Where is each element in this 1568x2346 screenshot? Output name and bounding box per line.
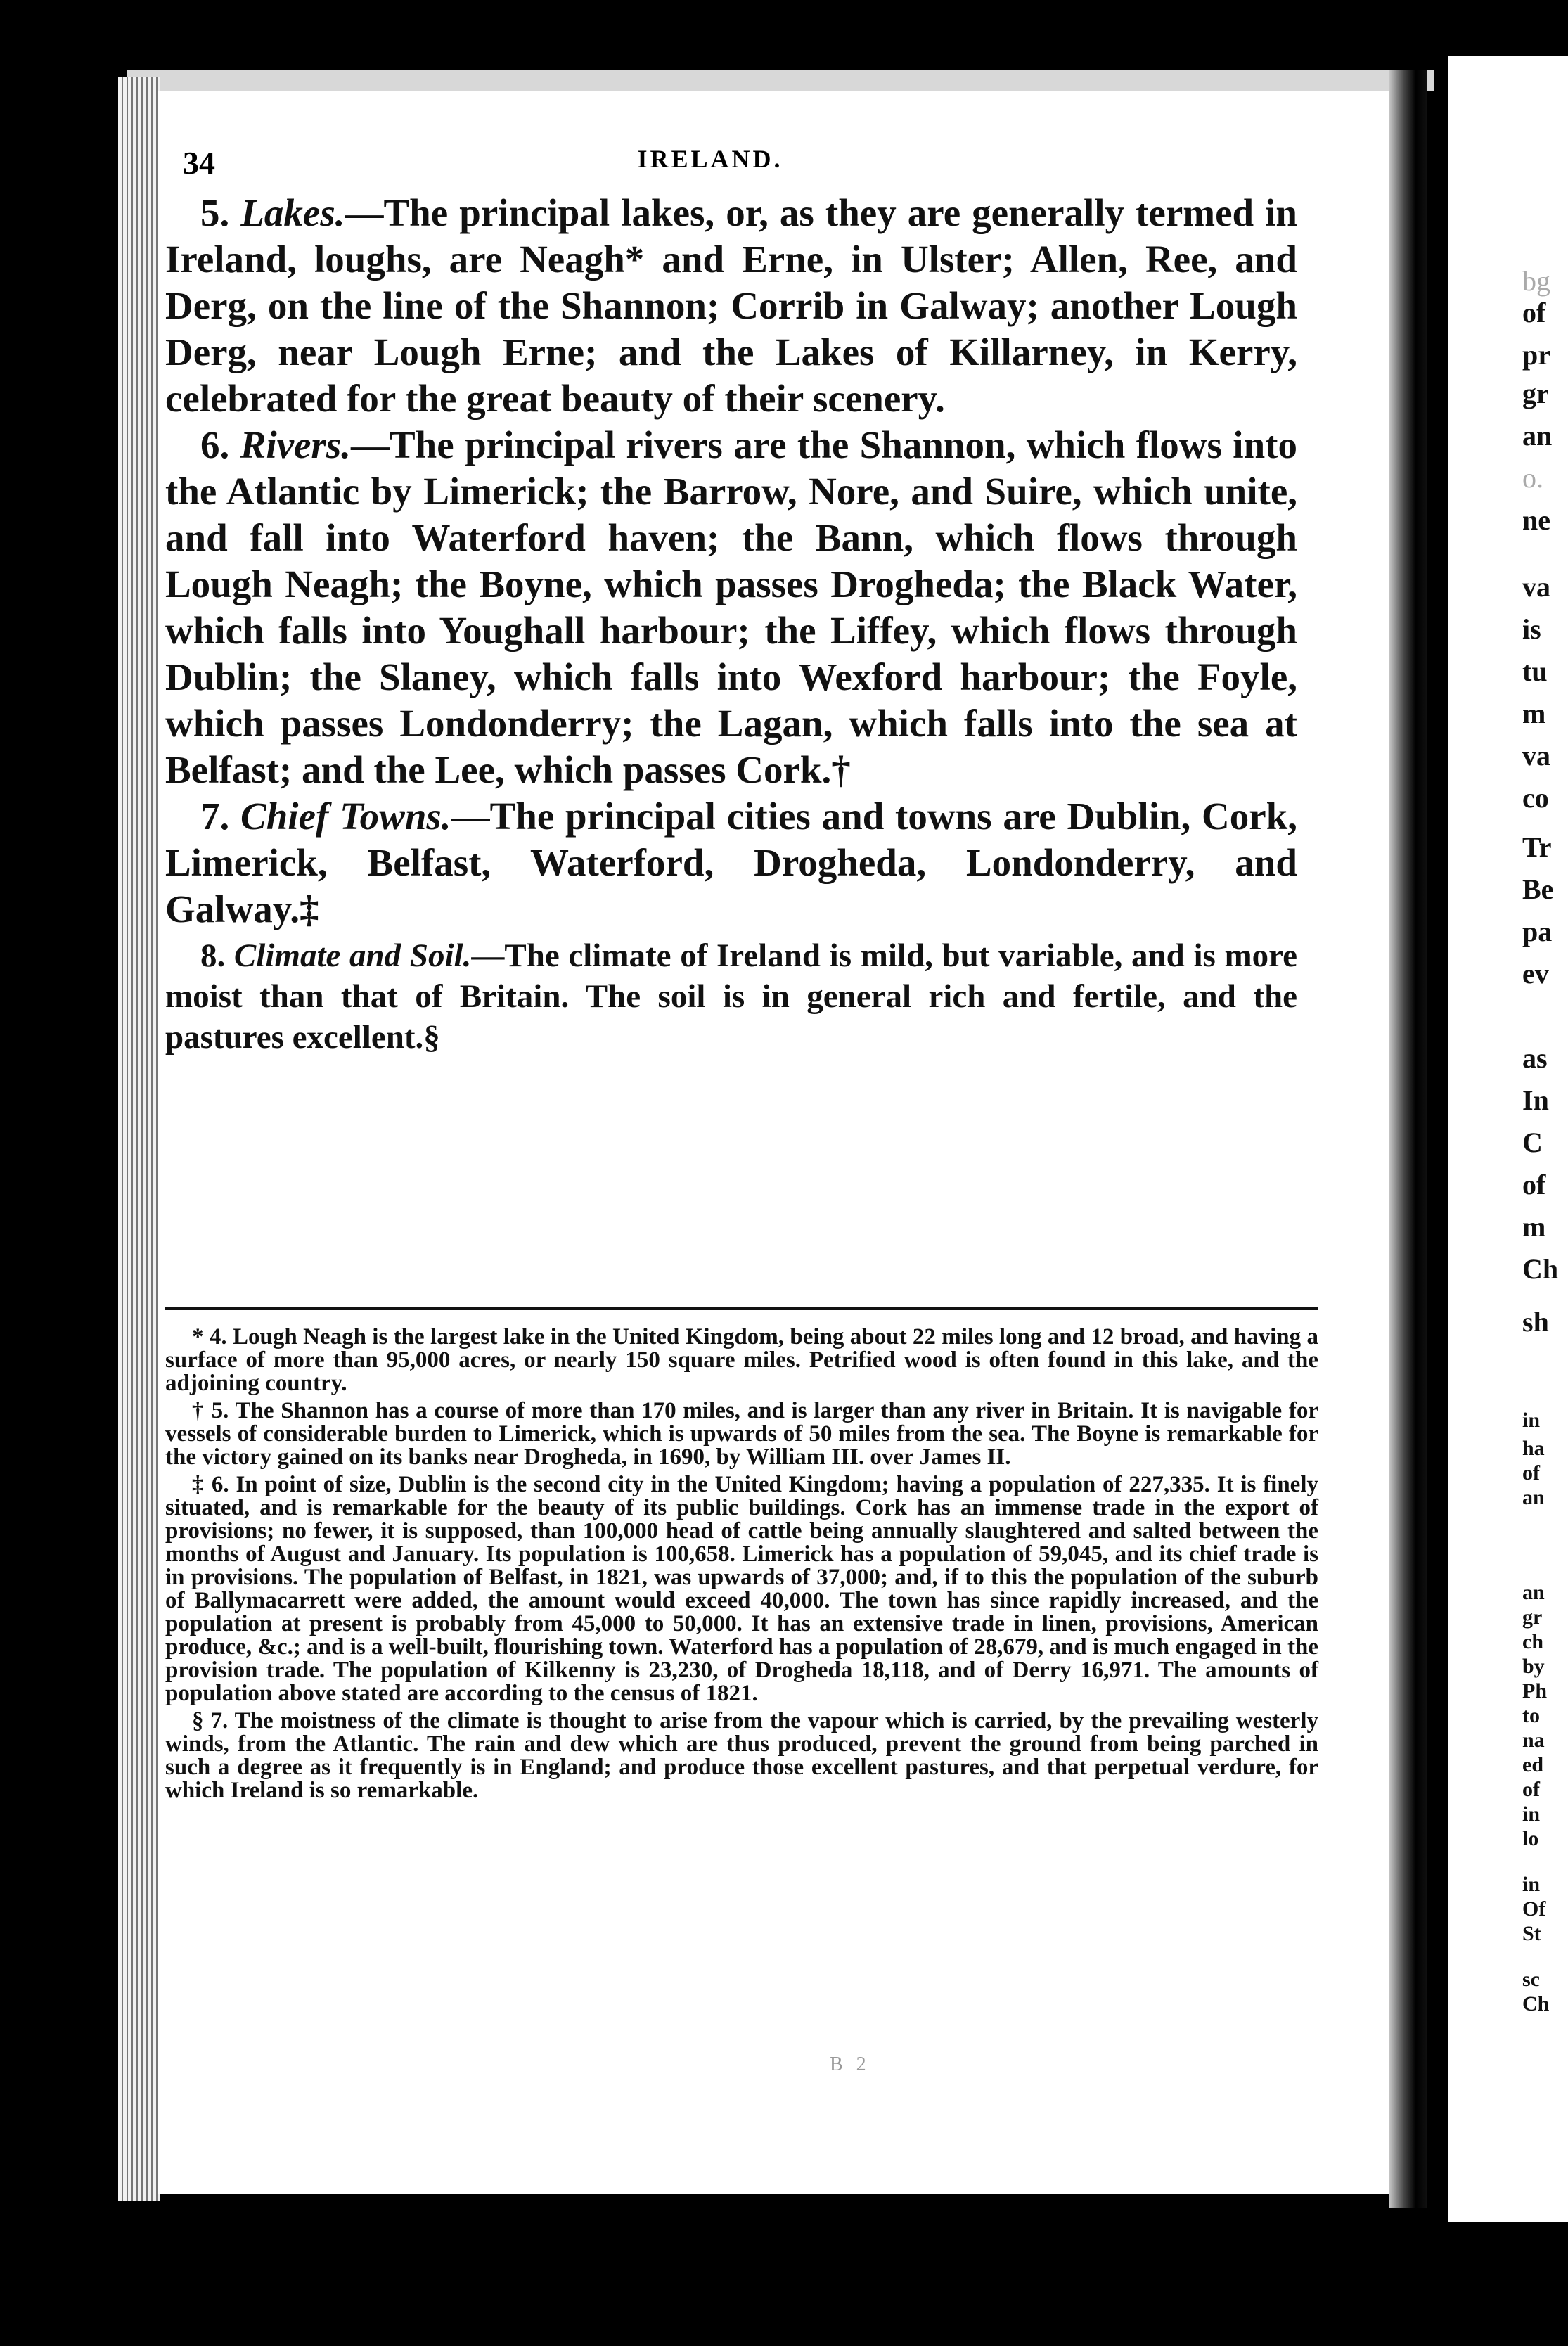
facing-fragment: Ch bbox=[1522, 1253, 1559, 1285]
facing-fragment: pa bbox=[1522, 916, 1553, 947]
footnote: § 7. The moistness of the climate is thought to arise from the vapour which is carried, by the prevailing westerly winds, from the Atlantic. The rain and dew which are thus produced, prevent the ground from being parched in such a degree as it frequently is in England; and produce those excellent pastures, and that perpetual verdure, for which Ireland is so remarkable. bbox=[165, 1708, 1318, 1803]
facing-fragment: St bbox=[1522, 1922, 1541, 1945]
facing-fragment: o. bbox=[1522, 462, 1543, 494]
facing-fragment: as bbox=[1522, 1042, 1548, 1074]
running-head: IRELAND. bbox=[637, 145, 783, 173]
section-number: 8. bbox=[200, 937, 226, 974]
facing-fragment: an bbox=[1522, 1581, 1545, 1604]
facing-fragment: va bbox=[1522, 740, 1550, 771]
facing-fragment: to bbox=[1522, 1704, 1540, 1727]
section-text: —The climate of Ireland is mild, but variable, and is more moist than that of Britain. The soil is in general rich and fertile, and the pastures excellent.§ bbox=[165, 937, 1298, 1056]
book-gutter bbox=[1389, 70, 1427, 2208]
section-text: —The principal lakes, or, as they are generally termed in Ireland, loughs, are Neagh* and Erne, in Ulster; Allen, Ree, and Derg, on the line of the Shannon; Corrib in Galway; another Lough Derg, near Lough Erne; and the Lakes of Killarney, in Kerry, celebrated for the great beauty of their scenery. bbox=[165, 191, 1298, 420]
footnote: * 4. Lough Neagh is the largest lake in the United Kingdom, being about 22 miles long and 12 broad, and having a surface of more than 95,000 acres, or nearly 150 square miles. Petrified wood is often found in this lake, and the adjoining country. bbox=[165, 1324, 1318, 1396]
facing-fragment: ne bbox=[1522, 504, 1550, 536]
section-number: 7. bbox=[200, 795, 230, 838]
facing-fragment: of bbox=[1522, 1778, 1540, 1801]
footnote-rule bbox=[165, 1307, 1318, 1310]
facing-fragment: va bbox=[1522, 571, 1550, 603]
facing-fragment: Be bbox=[1522, 873, 1554, 905]
facing-fragment: Ph bbox=[1522, 1679, 1548, 1703]
page-number: 34 bbox=[183, 145, 215, 181]
facing-fragment: sc bbox=[1522, 1968, 1540, 1991]
facing-fragment: ev bbox=[1522, 958, 1549, 989]
facing-fragment: m bbox=[1522, 698, 1546, 729]
facing-fragment: bg bbox=[1522, 265, 1550, 297]
facing-fragment: gr bbox=[1522, 378, 1549, 409]
section-heading: Climate and Soil. bbox=[233, 937, 472, 974]
facing-fragment: pr bbox=[1522, 339, 1550, 371]
section-number: 6. bbox=[200, 423, 230, 466]
page-top-shadow bbox=[127, 70, 1434, 91]
main-text bbox=[165, 190, 1297, 1058]
facing-fragment: tu bbox=[1522, 655, 1548, 687]
facing-fragment: ch bbox=[1522, 1630, 1543, 1653]
section-chief-towns bbox=[165, 793, 1297, 932]
facing-fragment: in bbox=[1522, 1873, 1541, 1896]
facing-fragment: Tr bbox=[1522, 831, 1552, 863]
section-rivers bbox=[165, 422, 1297, 793]
facing-fragment: is bbox=[1522, 613, 1541, 645]
section-heading: Chief Towns. bbox=[240, 795, 451, 838]
facing-fragment: of bbox=[1522, 1169, 1546, 1200]
signature-mark: B 2 bbox=[830, 2053, 870, 2075]
facing-fragment: ha bbox=[1522, 1437, 1545, 1460]
facing-fragment: by bbox=[1522, 1655, 1545, 1678]
facing-page bbox=[1448, 56, 1568, 2222]
page-edge-stack bbox=[118, 77, 160, 2201]
facing-fragment: gr bbox=[1522, 1605, 1543, 1629]
facing-fragment: Of bbox=[1522, 1897, 1546, 1921]
facing-fragment: of bbox=[1522, 1461, 1540, 1485]
facing-fragment: in bbox=[1522, 1802, 1541, 1826]
section-lakes bbox=[165, 190, 1297, 422]
page-header bbox=[183, 144, 1308, 186]
facing-fragment: lo bbox=[1522, 1827, 1539, 1850]
section-heading: Lakes. bbox=[240, 191, 345, 234]
facing-fragment: ed bbox=[1522, 1753, 1543, 1776]
facing-fragment: of bbox=[1522, 297, 1546, 328]
facing-fragment: m bbox=[1522, 1211, 1546, 1243]
facing-fragment: sh bbox=[1522, 1306, 1549, 1338]
facing-fragment: co bbox=[1522, 782, 1549, 814]
facing-fragment: in bbox=[1522, 1409, 1541, 1432]
facing-fragment: C bbox=[1522, 1127, 1543, 1158]
facing-fragment: an bbox=[1522, 420, 1553, 451]
section-number: 5. bbox=[200, 191, 230, 234]
section-text: —The principal cities and towns are Dublin, Cork, Limerick, Belfast, Waterford, Drogheda, Londonderry, and Galway.‡ bbox=[165, 795, 1297, 930]
facing-fragment: an bbox=[1522, 1486, 1545, 1509]
section-climate-soil bbox=[165, 935, 1297, 1058]
facing-fragment: Ch bbox=[1522, 1992, 1550, 2015]
section-heading: Rivers. bbox=[240, 423, 351, 466]
footnote: ‡ 6. In point of size, Dublin is the second city in the United Kingdom; having a population of 227,335. It is finely situated, and is remarkable for the beauty of its public buildings. Cork has an immense trade in the export of provisions; no fewer, it is supposed, than 100,000 head of cattle being annually slaughtered and salted between the months of August and January. Its population is 100,658. Limerick has a population of 59,045, and its chief trade is in provisions. The population of Belfast, in 1821, was upwards of 37,000; and, if to this the population of the suburb of Ballymacarrett were added, the amount would exceed 40,000. The town has since rapidly increased, and the population at present is probably from 45,000 to 50,000. It has an extensive trade in linen, provisions, American produce, &c.; and is a well-built, flourishing town. Waterford has a population of 28,679, and is much engaged in the provision trade. The population of Kilkenny is 23,230, of Drogheda 18,118, and of Derry 16,971. The amounts of population above stated are according to the census of 1821. bbox=[165, 1472, 1318, 1706]
facing-fragment: In bbox=[1522, 1084, 1549, 1116]
footnotes bbox=[165, 1326, 1318, 1807]
section-text: —The principal rivers are the Shannon, which flows into the Atlantic by Limerick; the Barrow, Nore, and Suire, which unite, and fall into Waterford haven; the Bann, which flows through Lough Neagh; the Boyne, which passes Drogheda; the Black Water, which falls into Youghall harbour; the Liffey, which flows through Dublin; the Slaney, which falls into Wexford harbour; the Foyle, which passes Londonderry; the Lagan, which falls into the sea at Belfast; and the Lee, which passes Cork.† bbox=[165, 423, 1297, 791]
footnote: † 5. The Shannon has a course of more than 170 miles, and is larger than any river in Britain. It is navigable for vessels of considerable burden to Limerick, which is upwards of 50 miles from the sea. The Boyne is remarkable for the victory gained on its banks near Drogheda, in 1690, by William III. over James II. bbox=[165, 1398, 1318, 1470]
facing-fragment: na bbox=[1522, 1729, 1545, 1752]
